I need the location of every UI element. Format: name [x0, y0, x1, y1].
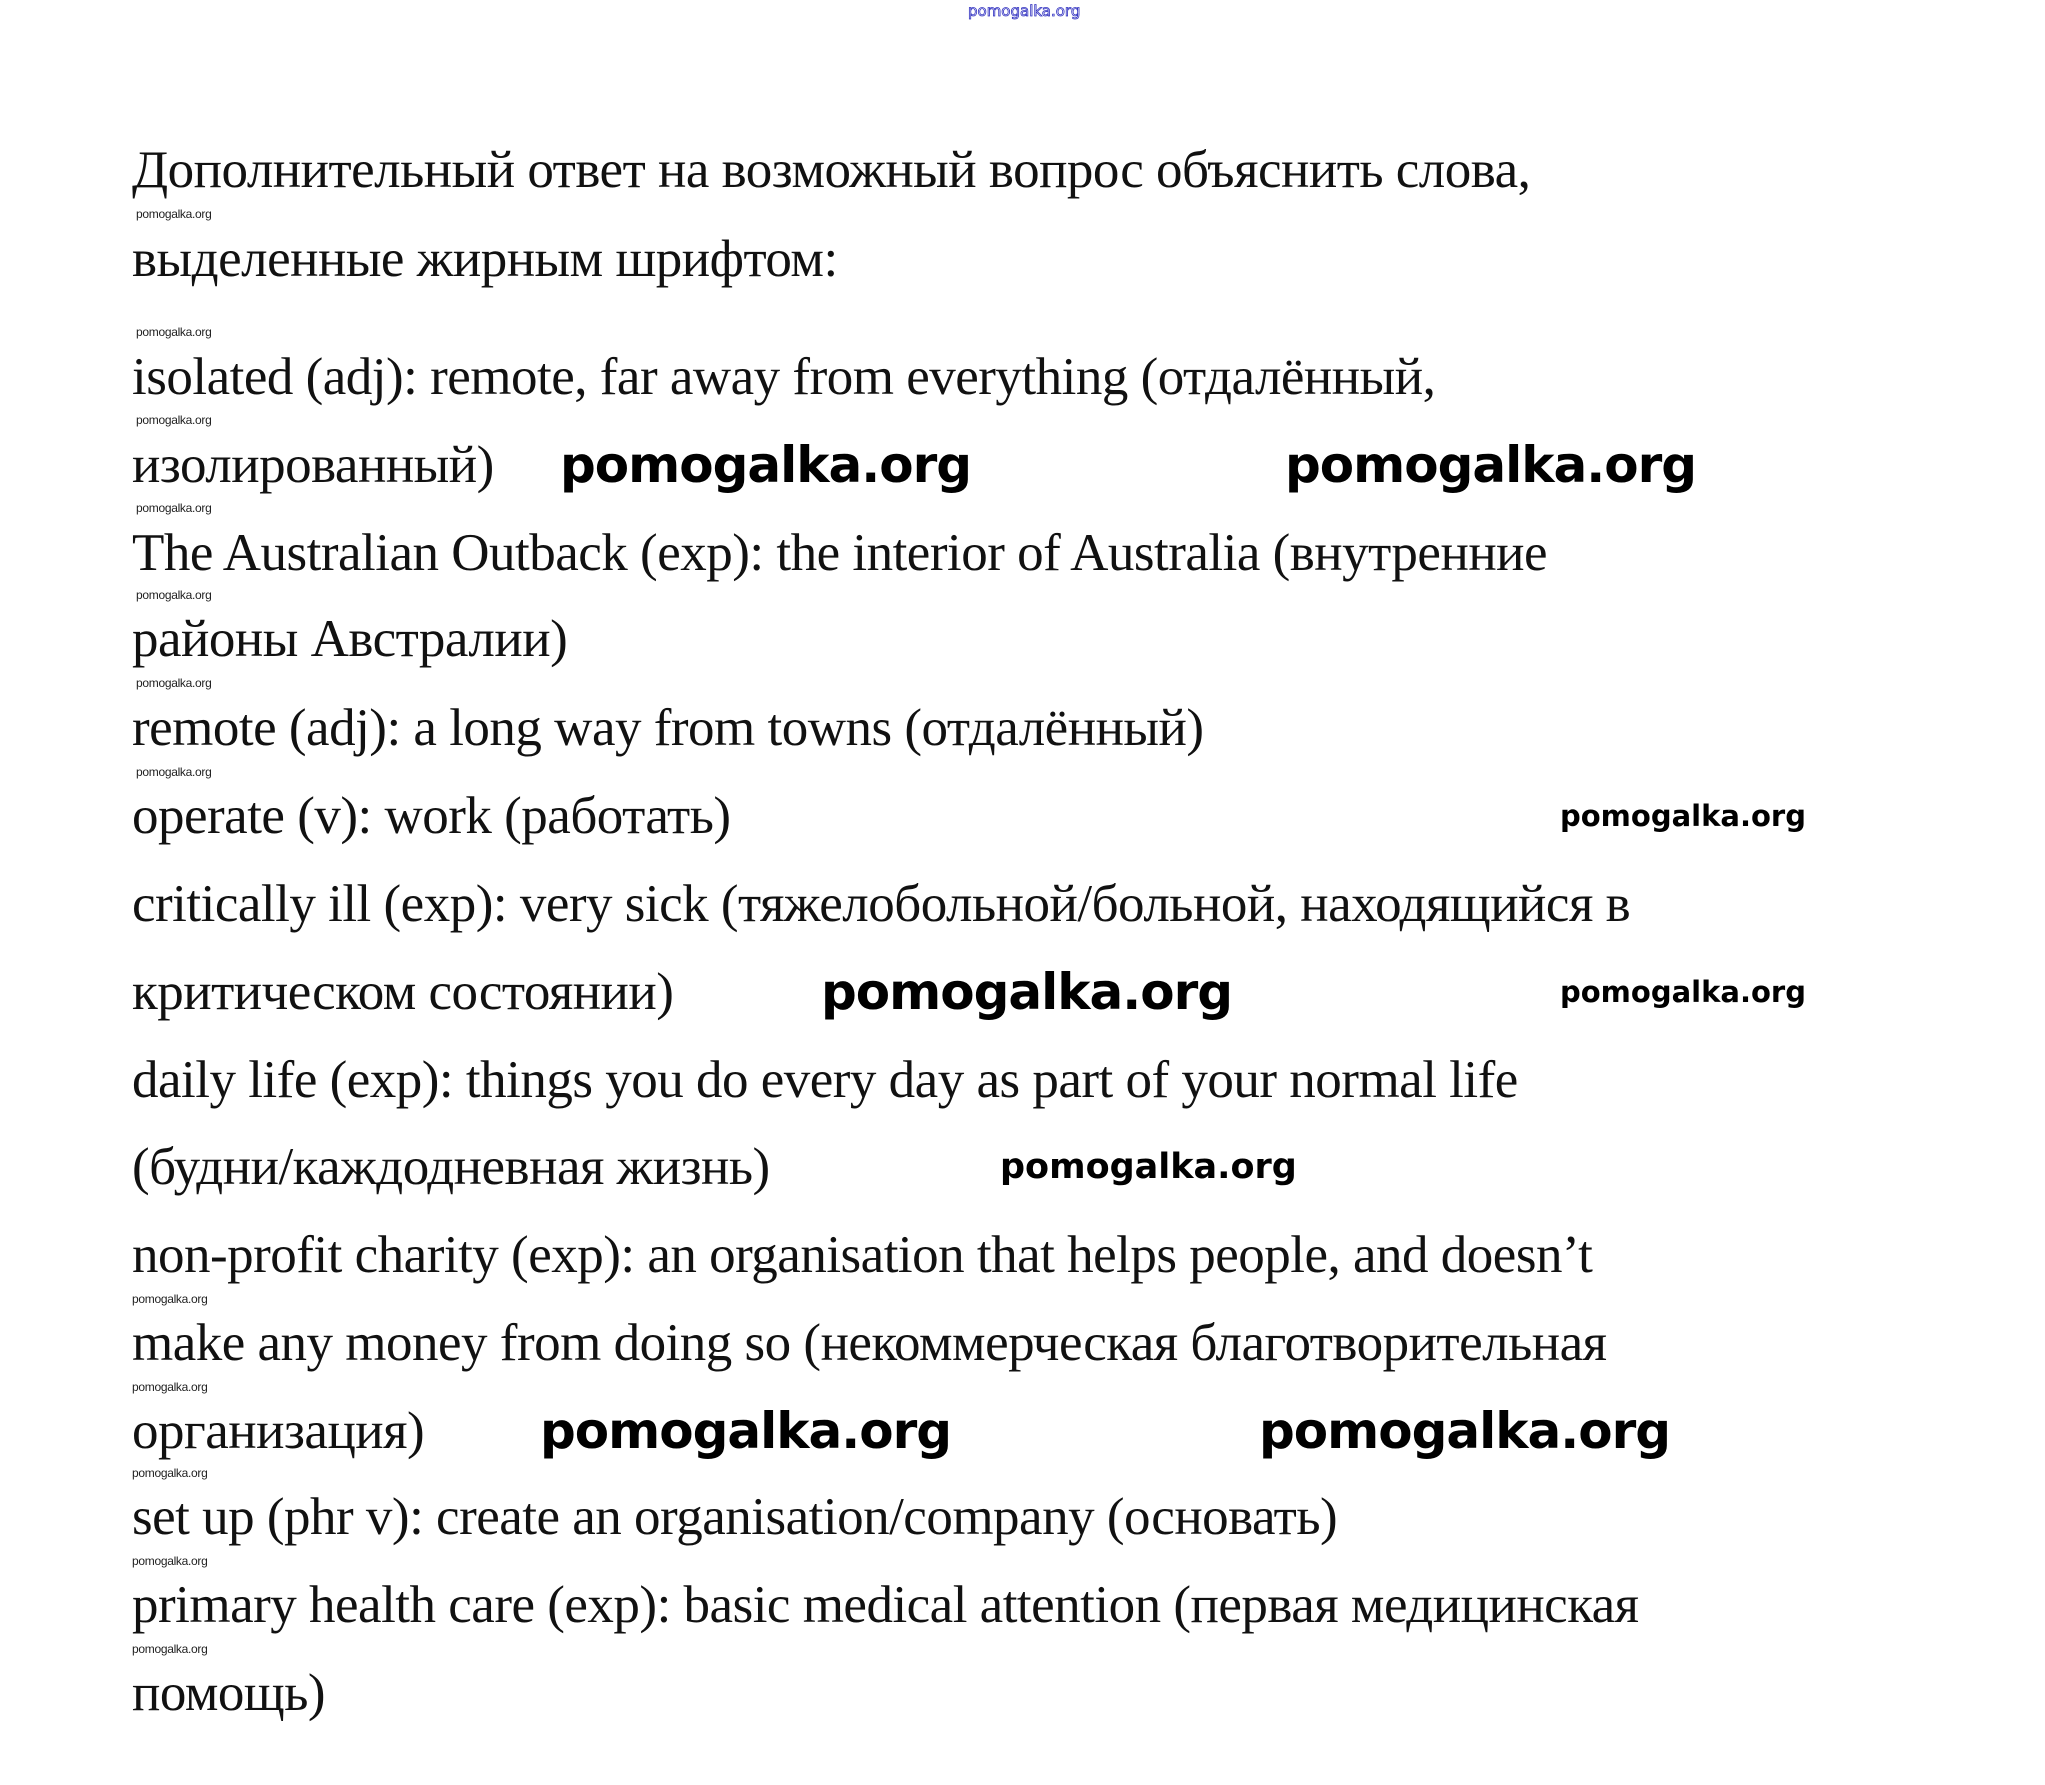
- medium-watermark: pomogalka.org: [1560, 799, 1806, 833]
- small-watermark: pomogalka.org: [132, 1292, 208, 1306]
- definition-line: изолированный): [132, 436, 494, 494]
- small-watermark: pomogalka.org: [136, 413, 212, 427]
- top-watermark: pomogalka.org: [968, 2, 1081, 20]
- definition-line: daily life (exp): things you do every day as part of your normal life: [132, 1051, 1518, 1109]
- intro-line-1: Дополнительный ответ на возможный вопрос объяснить слова,: [132, 141, 1531, 199]
- small-watermark: pomogalka.org: [136, 765, 212, 779]
- large-watermark: pomogalka.org: [560, 436, 972, 494]
- medium-watermark: pomogalka.org: [1000, 1147, 1297, 1187]
- definition-line: критическом состоянии): [132, 963, 674, 1021]
- definition-line: районы Австралии): [132, 610, 568, 668]
- small-watermark: pomogalka.org: [136, 325, 212, 339]
- definition-line: make any money from doing so (некоммерческая благотворительная: [132, 1314, 1607, 1372]
- small-watermark: pomogalka.org: [136, 207, 212, 221]
- small-watermark: pomogalka.org: [132, 1466, 208, 1480]
- definition-line: помощь): [132, 1664, 326, 1722]
- large-watermark: pomogalka.org: [1285, 436, 1697, 494]
- definition-line: critically ill (exp): very sick (тяжелобольной/больной, находящийся в: [132, 875, 1631, 933]
- definition-line: The Australian Outback (exp): the interior of Australia (внутренние: [132, 524, 1548, 582]
- small-watermark: pomogalka.org: [136, 676, 212, 690]
- large-watermark: pomogalka.org: [821, 963, 1233, 1021]
- large-watermark: pomogalka.org: [1259, 1402, 1671, 1460]
- definition-line: primary health care (exp): basic medical attention (первая медицинская: [132, 1576, 1639, 1634]
- small-watermark: pomogalka.org: [136, 588, 212, 602]
- definition-line: организация): [132, 1402, 425, 1460]
- definition-line: set up (phr v): create an organisation/company (основать): [132, 1488, 1338, 1546]
- large-watermark: pomogalka.org: [540, 1402, 952, 1460]
- definition-line: non-profit charity (exp): an organisation that helps people, and doesn’t: [132, 1226, 1593, 1284]
- small-watermark: pomogalka.org: [132, 1554, 208, 1568]
- small-watermark: pomogalka.org: [132, 1380, 208, 1394]
- definition-line: (будни/каждодневная жизнь): [132, 1138, 770, 1196]
- definition-line: operate (v): work (работать): [132, 787, 731, 845]
- small-watermark: pomogalka.org: [132, 1642, 208, 1656]
- small-watermark: pomogalka.org: [136, 501, 212, 515]
- definition-line: remote (adj): a long way from towns (отдалённый): [132, 699, 1204, 757]
- medium-watermark: pomogalka.org: [1560, 975, 1806, 1009]
- intro-line-2: выделенные жирным шрифтом:: [132, 230, 838, 288]
- definition-line: isolated (adj): remote, far away from everything (отдалённый,: [132, 348, 1436, 406]
